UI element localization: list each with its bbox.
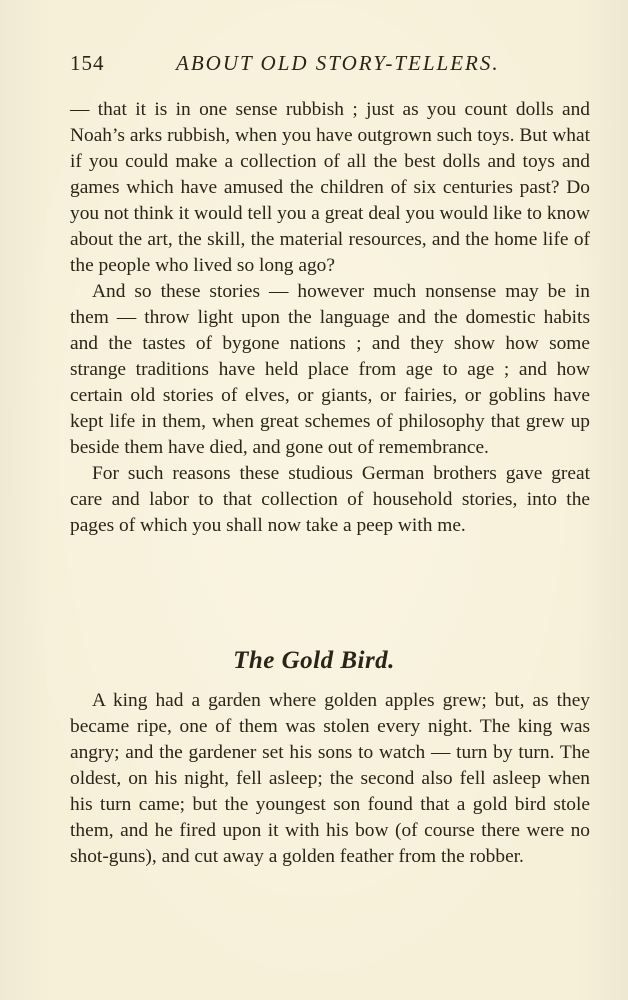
page-number: 154	[70, 51, 105, 75]
paragraph-continuation: — that it is in one sense rubbish ; just as you count dolls and Noah’s arks rubbish, when you have outgrown such toys. But what if you could make a collection of all the best dolls and toys and games which have amused the children of six centuries past? Do you not think it would tell you a great deal you would like to know about the art, the skill, the material resources, and the home life of the people who lived so long ago?	[70, 99, 590, 276]
running-head	[70, 51, 590, 79]
paragraph-german-brothers: For such reasons these studious German brothers gave great care and labor to that collection of household stories, into the pages of which you shall now take a peep with me.	[70, 463, 590, 536]
section-title: The Gold Bird.	[233, 647, 395, 674]
paragraph-stories: And so these stories — however much nonsense may be in them — throw light upon the language and the domestic habits and the tastes of bygone nations ; and they show how some strange traditions have held place from age to age ; and how certain old stories of elves, or giants, or fairies, or goblins have kept life in them, when great schemes of philosophy that grew up beside them have died, and gone out of remembrance.	[70, 281, 590, 458]
main-text-block	[70, 97, 590, 539]
paragraph-gold-bird: A king had a garden where golden apples grew; but, as they became ripe, one of them was stolen every night. The king was angry; and the gardener set his sons to watch — turn by turn. The oldest, on his night, fell asleep; the second also fell asleep when his turn came; but the youngest son found that a gold bird stole them, and he fired upon it with his bow (of course there were no shot-guns), and cut away a golden feather from the robber.	[70, 690, 590, 867]
section-text-block	[70, 688, 590, 870]
running-title: ABOUT OLD STORY-TELLERS.	[176, 51, 500, 75]
